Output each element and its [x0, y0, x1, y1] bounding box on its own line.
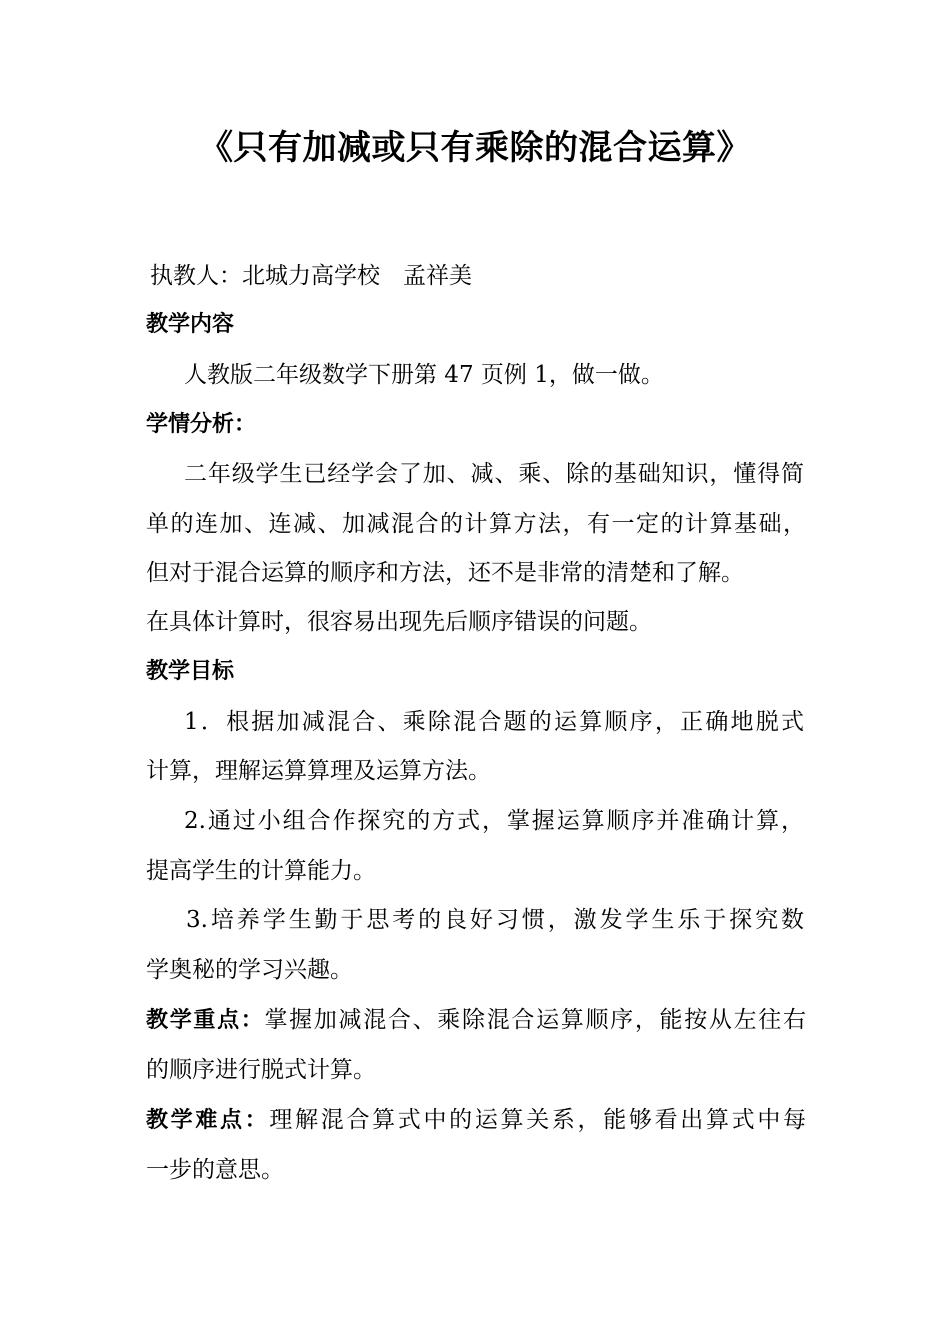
- goal-item-line: 3.培养学生勤于思考的良好习惯，激发学生乐于探究数: [186, 907, 804, 933]
- content-heading: 教学内容: [146, 312, 235, 337]
- key-point-line: 的顺序进行脱式计算。: [146, 1057, 376, 1083]
- difficulty-text: 理解混合算式中的运算关系，能够看出算式中每: [269, 1107, 806, 1133]
- analysis-line: 但对于混合运算的顺序和方法，还不是非常的清楚和了解。: [146, 560, 744, 586]
- goal-item-line: 1．根据加减混合、乘除混合题的运算顺序，正确地脱式: [184, 709, 804, 735]
- key-point-line: [146, 1002, 806, 1039]
- content-text: 人教版二年级数学下册第 47 页例 1，做一做。: [184, 362, 664, 388]
- goal-item-line: 学奥秘的学习兴趣。: [146, 957, 353, 983]
- difficulty-line: [146, 1102, 806, 1139]
- goal-item-line: 2.通过小组合作探究的方式，掌握运算顺序并准确计算，: [184, 808, 804, 834]
- key-point-label: 教学重点：: [146, 1008, 265, 1033]
- goal-item-line: 提高学生的计算能力。: [146, 858, 376, 884]
- goal-item-line: 计算，理解运算算理及运算方法。: [146, 758, 491, 784]
- analysis-line: 在具体计算时，很容易出现先后顺序错误的问题。: [146, 609, 652, 635]
- difficulty-line: 一步的意思。: [146, 1157, 284, 1183]
- analysis-line: 二年级学生已经学会了加、减、乘、除的基础知识，懂得简: [184, 461, 804, 487]
- author-line: 执教人：北城力高学校 孟祥美: [150, 263, 472, 289]
- difficulty-label: 教学难点：: [146, 1108, 270, 1133]
- key-point-text: 掌握加减混合、乘除混合运算顺序，能按从左往右: [264, 1007, 806, 1033]
- analysis-heading: 学情分析：: [146, 412, 257, 437]
- analysis-line: 单的连加、连减、加减混合的计算方法，有一定的计算基础，: [146, 511, 806, 537]
- document-title: 《只有加减或只有乘除的混合运算》: [199, 128, 751, 168]
- goals-heading: 教学目标: [146, 659, 235, 684]
